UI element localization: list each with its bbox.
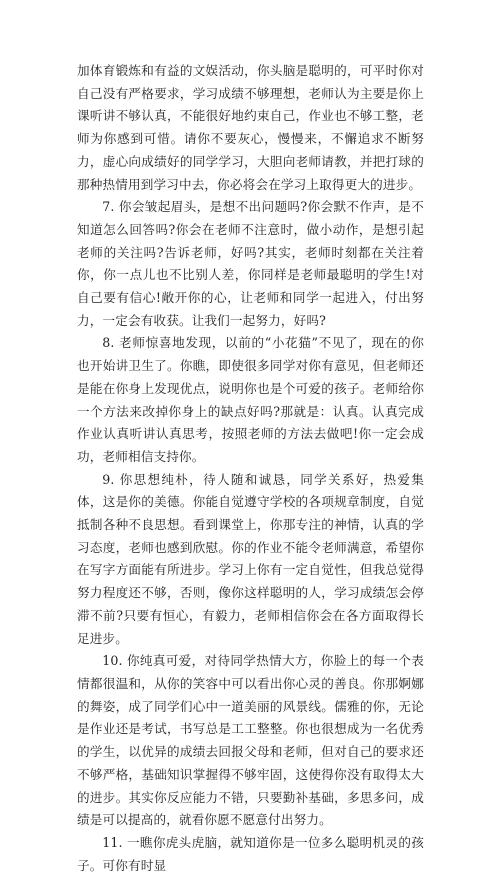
paragraph-9: 9. 你思想纯朴，待人随和诚恳，同学关系好，热爱集体，这是你的美德。你能自觉遵守学校的各项规章制度，自觉抵制各种不良思想。看到课堂上，你那专注的神情，认真的学习态度，老师也感到欣慰。你的作业不能令老师满意，希望你在写字方面能有所进步。学习上你有一定自觉性，但我总觉得努力程度还不够，否则，像你这样聪明的人，学习成绩怎会停滞不前?只要有恒心，有毅力，老师相信你会在各方面取得长足进步。 bbox=[77, 471, 424, 646]
paragraph-10: 10. 你纯真可爱，对待同学热情大方，你脸上的每一个表情都很温和，从你的笑容中可以看出你心灵的善良。你那婀娜的舞姿，成了同学们心中一道美丽的风景线。儒雅的你，无论是作业还是考试，书写总是工工整整。你也很想成为一名优秀的学生，以优异的成绩去回报父母和老师，但对自己的要求还不够严格，基础知识掌握得不够牢固，这使得你没有取得太大的进步。其实你反应能力不错，只要勤补基础，多思多问，成绩是可以提高的，就看你愿不愿意付出努力。 bbox=[77, 653, 424, 828]
paragraph-8: 8. 老师惊喜地发现，以前的“小花猫”不见了，现在的你也开始讲卫生了。你瞧，即使很多同学对你有意见，但老师还是能在你身上发现优点，说明你也是个可爱的孩子。老师给你一个方法来改掉你身上的缺点好吗?那就是：认真。认真完成作业认真听讲认真思考，按照老师的方法去做吧!你一定会成功，老师相信支持你。 bbox=[77, 335, 424, 464]
paragraph-11: 11. 一瞧你虎头虎脑，就知道你是一位多么聪明机灵的孩子。可你有时显 bbox=[77, 834, 424, 873]
paragraph-7: 7. 你会皱起眉头，是想不出问题吗?你会默不作声，是不知道怎么回答吗?你会在老师不注意时，做小动作，是想引起老师的关注吗?告诉老师，好吗?其实，老师时刻都在关注着你，你一点儿也不比别人差，你同样是老师最聪明的学生!对自己要有信心!敞开你的心，让老师和同学一起进入，付出努力，一定会有收获。让我们一起努力，好吗? bbox=[77, 199, 424, 328]
paragraph-6-continuation: 加体育锻炼和有益的文娱活动，你头脑是聪明的，可平时你对自己没有严格要求，学习成绩不够理想，老师认为主要是你上课听讲不够认真，不能很好地约束自己，作业也不够工整，老师为你感到可惜。请你不要灰心，慢慢来，不懈追求不断努力，虚心向成绩好的同学学习，大胆向老师请教，并把打球的那种热情用到学习中去，你必将会在学习上取得更大的进步。 bbox=[77, 63, 424, 192]
